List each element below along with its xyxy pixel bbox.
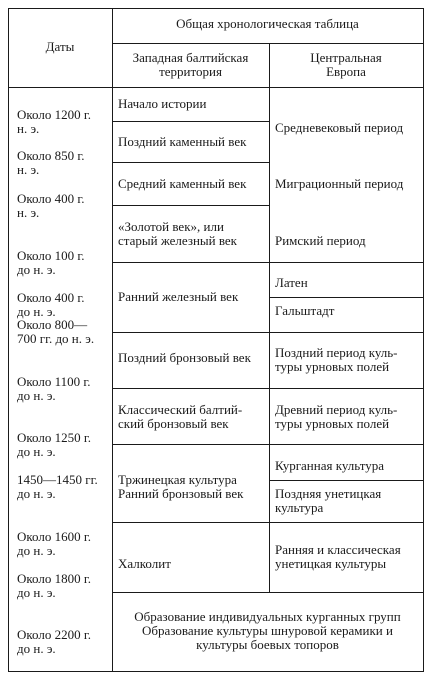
date-entry: Около 1600 г. до н. э.	[17, 529, 91, 558]
central-row-line	[269, 522, 424, 523]
west-baltic-period: Средний каменный век	[118, 176, 247, 191]
bottom-row-line	[112, 592, 424, 593]
central-row-line	[269, 297, 424, 298]
west-baltic-period: Начало истории	[118, 96, 207, 111]
header-general: Общая хронологическая таблица	[176, 16, 359, 31]
header-subline	[112, 43, 423, 44]
west-row-line	[112, 444, 270, 445]
header-west-baltic: Западная балтийская территория	[132, 50, 249, 79]
central-row-line	[269, 388, 424, 389]
west-baltic-period: «Золотой век», или старый железный век	[118, 219, 237, 248]
date-entry: Около 1200 г. н. э.	[17, 107, 91, 136]
west-baltic-period: Классический балтий- ский бронзовый век	[118, 402, 243, 431]
header-bottom-line	[8, 87, 424, 88]
date-entry: Около 1800 г. до н. э.	[17, 571, 91, 600]
west-row-line	[112, 162, 270, 163]
central-europe-period: Миграционный период	[275, 176, 404, 191]
central-europe-period: Гальштадт	[275, 303, 335, 318]
central-europe-period: Поздний период куль- туры урновых полей	[275, 345, 398, 374]
date-entry: Около 800— 700 гг. до н. э.	[17, 317, 95, 346]
date-entry: Около 400 г. н. э.	[17, 191, 85, 220]
central-europe-period: Ранняя и классическая унетицкая культуры	[275, 542, 401, 571]
central-europe-period: Латен	[275, 275, 308, 290]
dates-column-separator	[112, 8, 113, 672]
west-row-line	[112, 262, 270, 263]
date-entry: 1450—1450 гг. до н. э.	[17, 472, 98, 501]
table-border-left	[8, 8, 9, 672]
central-europe-period: Поздняя унетицкая культура	[275, 486, 382, 515]
date-entry: Около 850 г. н. э.	[17, 148, 85, 177]
header-dates: Даты	[45, 39, 75, 54]
west-baltic-period: Поздний каменный век	[118, 134, 247, 149]
central-europe-period: Курганная культура	[275, 458, 384, 473]
west-row-line	[112, 121, 270, 122]
date-entry: Около 1250 г. до н. э.	[17, 430, 91, 459]
west-baltic-period: Поздний бронзовый век	[118, 350, 251, 365]
table-border-top	[8, 8, 424, 9]
date-entry: Около 1100 г. до н. э.	[17, 374, 91, 403]
header-central-europe: Центральная Европа	[310, 50, 382, 79]
table-border-right	[423, 8, 424, 672]
west-row-line	[112, 332, 270, 333]
west-central-separator	[269, 43, 270, 592]
west-row-line	[112, 522, 270, 523]
central-row-line	[269, 444, 424, 445]
table-border-bottom	[8, 671, 424, 672]
west-row-line	[112, 388, 270, 389]
central-row-line	[269, 332, 424, 333]
west-row-line	[112, 205, 270, 206]
date-entry: Около 2200 г. до н. э.	[17, 627, 91, 656]
west-baltic-period: Ранний железный век	[118, 289, 239, 304]
date-entry: Около 400 г. до н. э.	[17, 290, 85, 319]
west-baltic-period: Халколит	[118, 556, 171, 571]
central-row-line	[269, 262, 424, 263]
date-entry: Около 100 г. до н. э.	[17, 248, 85, 277]
central-row-line	[269, 480, 424, 481]
central-europe-period: Римский период	[275, 233, 366, 248]
bottom-spanning-cell: Образование индивидуальных курганных групп Образование культуры шнуровой керамики и культуры боевых топоров	[134, 609, 401, 652]
west-baltic-period: Тржинецкая культура Ранний бронзовый век	[118, 472, 244, 501]
central-europe-period: Древний период куль- туры урновых полей	[275, 402, 398, 431]
central-europe-period: Средневековый период	[275, 120, 404, 135]
